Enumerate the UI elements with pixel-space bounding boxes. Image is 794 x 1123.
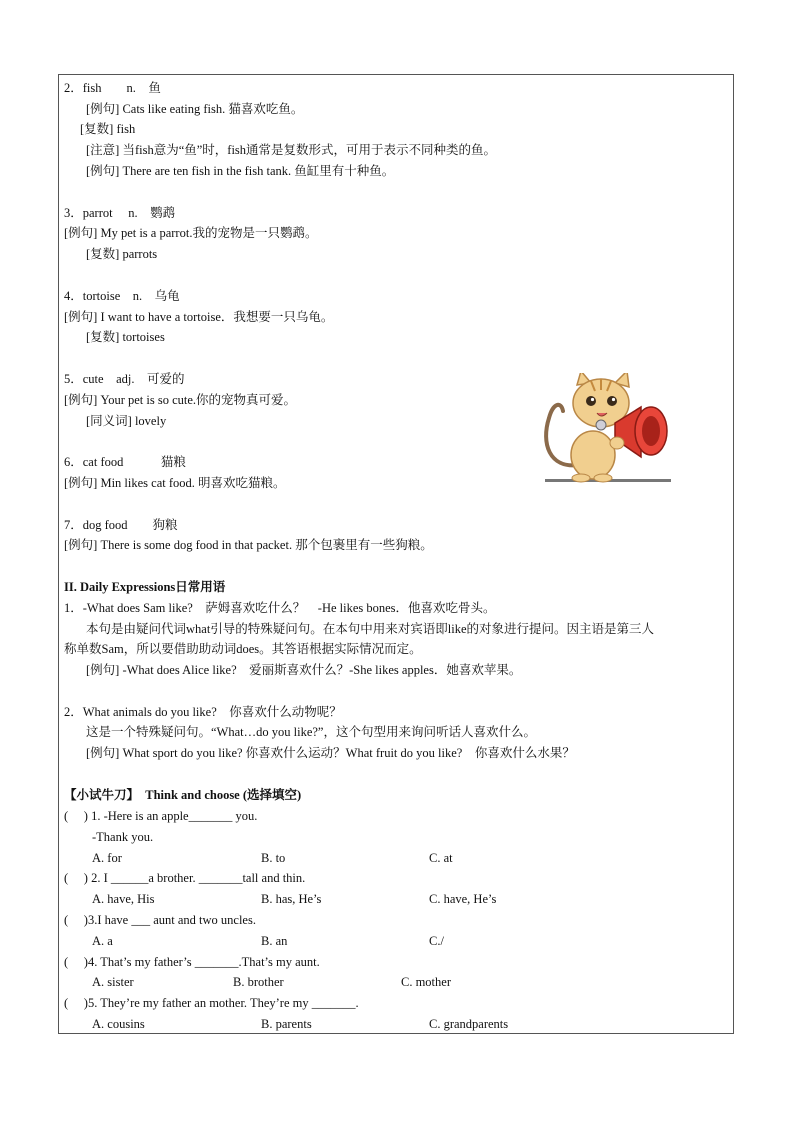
quiz-q1-option-c: C. at — [429, 851, 453, 865]
quiz-q2-option-c: C. have, He’s — [429, 892, 497, 906]
word-fish-plural: [复数] fish — [80, 122, 136, 136]
quiz-q5-option-a: A. cousins — [92, 1017, 145, 1031]
word-tortoise-heading: 4．tortoise n. 乌龟 — [64, 289, 180, 303]
word-tortoise-example: [例句] I want to have a tortoise．我想要一只乌龟。 — [64, 310, 334, 324]
quiz-q3-option-a: A. a — [92, 934, 113, 948]
cat-megaphone-illustration — [541, 373, 675, 487]
daily-q2: 2．What animals do you like? 你喜欢什么动物呢？ — [64, 705, 342, 719]
daily-q2-example: [例句] What sport do you like? 你喜欢什么运动？What fruit do you like? 你喜欢什么水果？ — [86, 746, 575, 760]
quiz-title: 【小试牛刀】 Think and choose (选择填空) — [64, 788, 302, 802]
quiz-q1-option-a: A. for — [92, 851, 122, 865]
word-tortoise-plural: [复数] tortoises — [86, 330, 165, 344]
quiz-q2-option-a: A. have, His — [92, 892, 155, 906]
quiz-q4-option-a: A. sister — [92, 975, 134, 989]
quiz-question-5: ( )5. They’re my father an mother. They’re my _______. — [64, 996, 359, 1010]
daily-q1-explanation-2: 称单数Sam，所以要借助助动词does。其答语根据实际情况而定。 — [64, 642, 422, 656]
quiz-question-1: ( ) 1. -Here is an apple_______ you. — [64, 809, 258, 823]
word-dogfood-example: [例句] There is some dog food in that packet. 那个包裹里有一些狗粮。 — [64, 538, 433, 552]
word-parrot-heading: 3．parrot n. 鹦鹉 — [64, 206, 176, 220]
quiz-q5-option-b: B. parents — [261, 1017, 312, 1031]
word-cute-example: [例句] Your pet is so cute.你的宠物真可爱。 — [64, 393, 297, 407]
word-catfood-example: [例句] Min likes cat food. 明喜欢吃猫粮。 — [64, 476, 286, 490]
quiz-question-1-reply: -Thank you. — [92, 830, 154, 844]
quiz-q3-option-b: B. an — [261, 934, 288, 948]
quiz-q1-option-b: B. to — [261, 851, 286, 865]
quiz-question-2: ( ) 2. I ______a brother. _______tall and thin. — [64, 871, 306, 885]
quiz-question-3: ( )3.I have ___ aunt and two uncles. — [64, 913, 256, 927]
quiz-q3-option-c: C./ — [429, 934, 444, 948]
word-catfood-heading: 6．cat food 猫粮 — [64, 455, 186, 469]
quiz-q4-option-b: B. brother — [233, 975, 284, 989]
word-parrot-example: [例句] My pet is a parrot.我的宠物是一只鹦鹉。 — [64, 226, 318, 240]
daily-q1-explanation-1: 本句是由疑问代词what引导的特殊疑问句。在本句中用来对宾语即like的对象进行提问。因主语是第三人 — [86, 622, 655, 636]
quiz-q2-option-b: B. has, He’s — [261, 892, 322, 906]
word-cute-synonym: [同义词] lovely — [86, 414, 167, 428]
quiz-question-4: ( )4. That’s my father’s _______.That’s my aunt. — [64, 955, 320, 969]
word-fish-example-2: [例句] There are ten fish in the fish tank. 鱼缸里有十种鱼。 — [86, 164, 395, 178]
quiz-q5-option-c: C. grandparents — [429, 1017, 509, 1031]
quiz-q4-option-c: C. mother — [401, 975, 451, 989]
word-cute-heading: 5．cute adj. 可爱的 — [64, 372, 185, 386]
daily-q2-explanation: 这是一个特殊疑问句。“What…do you like?”，这个句型用来询问听话人喜欢什么。 — [86, 725, 536, 739]
word-fish-example: [例句] Cats like eating fish. 猫喜欢吃鱼。 — [86, 102, 304, 116]
word-parrot-plural: [复数] parrots — [86, 247, 158, 261]
word-fish-note: [注意] 当fish意为“鱼”时，fish通常是复数形式，可用于表示不同种类的鱼。 — [86, 143, 497, 157]
daily-q1: 1．-What does Sam like? 萨姆喜欢吃什么？ -He likes bones．他喜欢吃骨头。 — [64, 601, 496, 615]
daily-q1-example: [例句] -What does Alice like? 爱丽斯喜欢什么？-She likes apples．她喜欢苹果。 — [86, 663, 522, 677]
word-fish-heading: 2．fish n. 鱼 — [64, 81, 161, 95]
daily-expressions-title: II. Daily Expressions日常用语 — [64, 580, 226, 594]
word-dogfood-heading: 7．dog food 狗粮 — [64, 518, 178, 532]
